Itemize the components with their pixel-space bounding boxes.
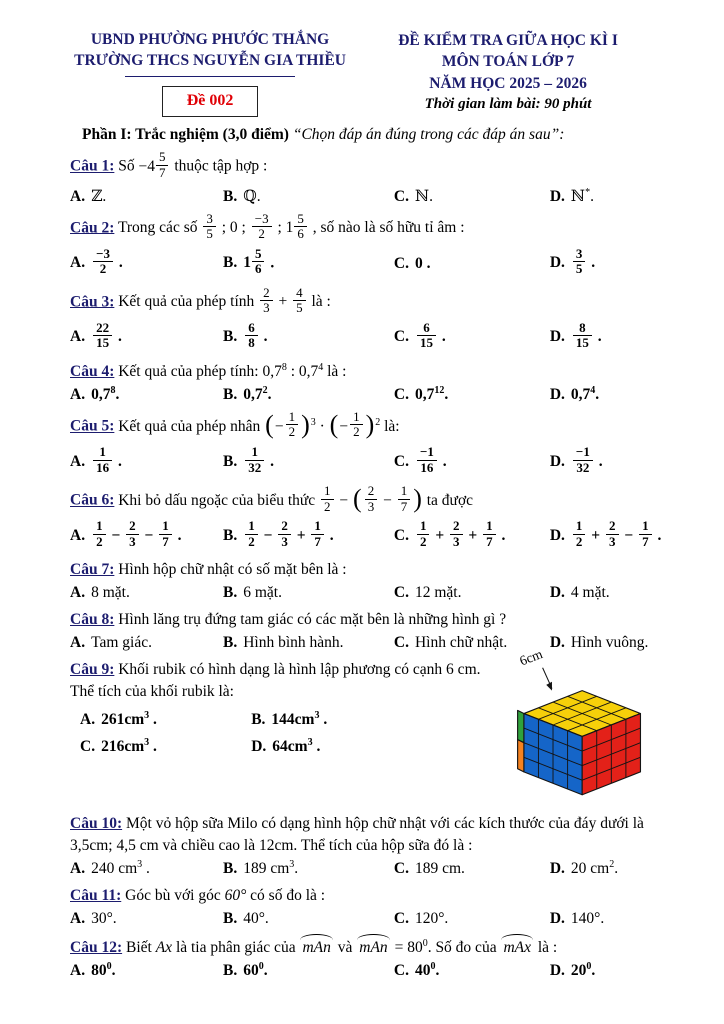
option-key: D. (549, 526, 565, 544)
question-label: Câu 9: (70, 661, 115, 679)
question-6-option-C (394, 520, 546, 552)
option-content: Hình bình hành. (243, 634, 344, 652)
option-content: Hình chữ nhật. (414, 634, 508, 652)
fraction: $\frac{1}{2}$ (245, 519, 258, 549)
option-key: A. (70, 187, 86, 205)
option-content: $\frac{6}{15}$ . (415, 328, 446, 345)
section-heading (70, 126, 666, 144)
fraction: $\frac{1}{7}$ (483, 519, 496, 549)
question-label: Câu 1: (70, 158, 115, 176)
question-stem: Câu 6: Khi bỏ dấu ngoặc của biểu thức $\frac{1}{2}$ − ( $\frac{2}{3}$ − $\frac{1}{7}$ ) ta được (70, 483, 474, 514)
question-9-option-D (251, 738, 468, 756)
option-content: 4 mặt. (570, 584, 610, 602)
question-stem: Câu 12: Biết Ax là tia phân giác của mAn và mAn = $80^0$. Số đo của mAx là : (70, 935, 666, 959)
option-content: $40^0$. (414, 961, 440, 980)
option-key: A. (70, 962, 86, 980)
option-content: $\frac{-3}{2}$ . (91, 254, 123, 271)
option-content: $64cm^3$ . (272, 737, 321, 756)
question-8 (70, 609, 666, 652)
question-1-option-A (70, 187, 219, 206)
angle-name: mAx (500, 935, 534, 959)
option-key: A. (70, 526, 86, 544)
section-instruction: “Chọn đáp án đúng trong các đáp án sau”: (292, 126, 565, 144)
fraction: $\frac{2}{3}$ (365, 484, 378, 514)
question-12-option-D (550, 962, 657, 980)
option-content: $261cm^3$ . (101, 710, 157, 729)
fraction: $\frac{6}{8}$ (245, 321, 258, 351)
school-name: TRƯỜNG THCS NGUYỄN GIA THIỀU (74, 51, 346, 69)
question-2 (70, 210, 666, 280)
question-11-option-A (70, 910, 219, 928)
fraction: $\frac{1}{7}$ (159, 519, 172, 549)
question-3-option-D (549, 319, 657, 354)
option-content: $\frac{-1}{16}$ . (415, 453, 447, 470)
fraction: $\frac{-1}{32}$ (573, 445, 593, 475)
angle-name: mAn (299, 935, 333, 959)
question-stem: Câu 11: Góc bù với góc 60° có số đo là : (70, 887, 326, 905)
option-content: $0,7^4$. (570, 384, 600, 403)
question-11-option-C (394, 910, 546, 928)
option-key: B. (223, 526, 238, 544)
fraction: $\frac{1}{16}$ (93, 445, 112, 475)
option-key: C. (393, 385, 409, 403)
option-key: D. (549, 962, 565, 980)
option-content: 120°. (414, 910, 449, 928)
option-key: C. (393, 187, 409, 205)
option-key: B. (223, 187, 238, 205)
question-10-option-B (223, 860, 390, 878)
option-key: C. (393, 962, 409, 980)
option-key: A. (70, 910, 86, 928)
fraction: $\frac{3}{5}$ (203, 212, 216, 242)
option-content: 140°. (570, 910, 605, 928)
question-12-option-B (223, 962, 390, 980)
option-key: D. (549, 452, 565, 470)
options-row (70, 860, 666, 878)
option-content: $\frac{1}{16}$ . (91, 453, 122, 470)
option-key: A. (80, 711, 96, 729)
question-9-option-B (251, 711, 468, 729)
question-9-option-C (80, 738, 247, 756)
options-row (70, 446, 666, 478)
question-label: Câu 8: (70, 611, 115, 629)
fraction: $\frac{2}{3}$ (606, 519, 619, 549)
question-stem: Câu 4: Kết quả của phép tính: $0,7^8$ : $0,7^4$ là : (70, 361, 347, 380)
fraction: $\frac{4}{5}$ (293, 286, 306, 316)
fraction: $\frac{1}{2}$ (93, 519, 106, 549)
figure-wrap (498, 649, 666, 806)
question-8-option-B (223, 634, 390, 652)
question-10-option-A (70, 860, 219, 878)
mixed-number: −4 $\frac{5}{7}$ (138, 158, 170, 175)
option-content: ℕ. (414, 187, 433, 205)
option-key: C. (80, 738, 96, 756)
question-10 (70, 813, 666, 878)
exam-code-box: Đề 002 (162, 86, 259, 118)
exam-title: ĐỀ KIỂM TRA GIỮA HỌC KÌ I (398, 32, 618, 49)
option-key: D. (549, 187, 565, 205)
question-11 (70, 885, 666, 928)
question-4-option-A (70, 386, 219, 404)
question-6-option-A (70, 520, 219, 552)
option-key: B. (223, 910, 238, 928)
fraction: $\frac{1}{2}$ (350, 410, 363, 440)
option-content: $0,7^{12}$. (414, 384, 449, 403)
fraction: $\frac{-1}{16}$ (417, 445, 437, 475)
option-key: B. (223, 634, 238, 652)
options-row (70, 187, 666, 206)
option-content: 30°. (91, 910, 117, 928)
option-key: B. (223, 328, 238, 346)
option-content: $\frac{22}{15}$ . (91, 328, 122, 345)
option-content: $\frac{6}{8}$ . (243, 328, 267, 345)
options-row (70, 910, 666, 928)
question-6-option-D (549, 518, 662, 552)
option-content: $\frac{-1}{32}$ . (571, 453, 603, 470)
option-content: 6 mặt. (243, 584, 282, 602)
option-content: $\frac{1}{2}$ − $\frac{2}{3}$ + $\frac{1}{7}$ . (243, 527, 333, 544)
option-content: 40°. (243, 910, 269, 928)
fraction: $\frac{5}{6}$ (252, 247, 265, 277)
exam-duration: Thời gian làm bài: 90 phút (424, 96, 592, 113)
options-row (70, 520, 666, 552)
question-5-option-A (70, 446, 219, 478)
option-content: $216cm^3$ . (101, 737, 157, 756)
option-key: B. (223, 254, 238, 272)
question-7-option-D (550, 584, 657, 602)
question-7-option-B (223, 584, 390, 602)
question-11-option-D (550, 910, 657, 928)
question-7-option-C (394, 584, 546, 602)
question-9-option-A (80, 711, 247, 729)
question-5-option-D (550, 446, 657, 478)
question-10-option-C (394, 860, 546, 878)
option-key: D. (549, 328, 565, 346)
questions-list (70, 151, 666, 980)
option-content: Hình vuông. (570, 634, 649, 652)
cube-edge-label: 6cm (517, 649, 545, 669)
question-5-option-C (394, 446, 546, 478)
fraction: $\frac{-3}{2}$ (252, 212, 272, 242)
question-5 (70, 408, 666, 478)
option-content: $80^0$. (91, 961, 116, 980)
fraction: $\frac{2}{3}$ (450, 519, 463, 549)
question-2-option-C (394, 255, 546, 273)
option-content: $\frac{3}{5}$ . (571, 254, 595, 271)
fraction: $\frac{1}{7}$ (398, 484, 411, 514)
fraction: $\frac{1}{7}$ (311, 519, 324, 549)
question-label: Câu 2: (70, 219, 115, 237)
open-paren-glyph: ( (353, 484, 362, 514)
option-content: 189 cm. (414, 860, 465, 878)
question-4-option-C (394, 386, 546, 404)
question-3-option-B (223, 319, 390, 354)
exam-year: NĂM HỌC 2025 – 2026 (429, 74, 587, 92)
question-label: Câu 3: (70, 293, 115, 311)
fraction: $\frac{8}{15}$ (573, 321, 592, 351)
option-key: C. (393, 910, 409, 928)
option-key: A. (70, 385, 86, 403)
question-2-option-D (549, 245, 657, 280)
question-3-option-C (393, 319, 546, 354)
fraction: $\frac{1}{2}$ (573, 519, 586, 549)
option-content: Tam giác. (91, 634, 152, 652)
option-content: 189 $cm^3$. (243, 859, 299, 878)
option-key: D. (549, 634, 565, 652)
option-content: 8 mặt. (91, 584, 130, 602)
option-content: $\frac{8}{15}$ . (571, 328, 602, 345)
question-label: Câu 5: (70, 417, 115, 435)
fraction: $\frac{1}{7}$ (639, 519, 652, 549)
option-key: B. (223, 452, 238, 470)
fraction: $\frac{1}{32}$ (245, 445, 264, 475)
option-key: D. (549, 860, 565, 878)
question-label: Câu 4: (70, 362, 115, 380)
fraction: $\frac{5}{7}$ (156, 150, 169, 180)
question-11-option-B (223, 910, 390, 928)
question-stem: Câu 3: Kết quả của phép tính $\frac{2}{3}$ + $\frac{4}{5}$ là : (70, 284, 331, 316)
option-key: D. (549, 910, 565, 928)
option-key: B. (223, 385, 238, 403)
header-left (70, 30, 350, 117)
option-content: $\frac{1}{32}$ . (243, 453, 274, 470)
option-content: $0,7^8$. (91, 384, 120, 403)
option-content: 12 mặt. (414, 584, 462, 602)
option-key: A. (70, 328, 86, 346)
question-stem: Câu 7: Hình hộp chữ nhật có số mặt bên là : (70, 561, 347, 579)
option-content: 20 $cm^2$. (570, 859, 619, 878)
options-row (70, 584, 666, 602)
org-name: UBND PHƯỜNG PHƯỚC THẮNG (90, 31, 330, 48)
option-content: 240 $cm^3$ . (91, 859, 150, 878)
options-row (70, 962, 666, 980)
question-7-option-A (70, 584, 219, 602)
question-stem: Câu 10: Một vỏ hộp sữa Milo có dạng hình hộp chữ nhật với các kích thước của đáy dưới là 3,5cm; 4,5 cm và chiều cao là 12cm. Thể tích của hộp sữa đó là : (70, 815, 644, 855)
question-9 (70, 649, 666, 806)
option-key: C. (393, 634, 409, 652)
question-stem: Câu 2: Trong các số $\frac{3}{5}$ ; 0 ; $\frac{-3}{2}$ ; 1 $\frac{5}{6}$ , số nào là số hữu tỉ âm : (70, 210, 465, 242)
option-content: $\frac{1}{2}$ − $\frac{2}{3}$ − $\frac{1}{7}$ . (91, 527, 181, 544)
fraction: $\frac{2}{3}$ (126, 519, 139, 549)
mixed-number: 1 $\frac{5}{6}$ (286, 219, 309, 236)
option-key: C. (393, 254, 409, 272)
question-stem: Câu 5: Kết quả của phép nhân (− $\frac{1}{2}$ )$^3$ · (− $\frac{1}{2}$ )$^2$ là: (70, 408, 400, 440)
option-key: A. (70, 584, 86, 602)
question-9-content (70, 659, 498, 756)
option-key: A. (70, 452, 86, 470)
fraction: $\frac{2}{3}$ (278, 519, 291, 549)
header-divider (125, 76, 295, 77)
option-key: D. (549, 584, 565, 602)
question-4 (70, 361, 666, 404)
option-content: 0 . (414, 254, 431, 272)
option-content: ℕ*. (570, 186, 594, 205)
option-key: A. (70, 254, 86, 272)
fraction: $\frac{2}{3}$ (260, 286, 273, 316)
option-key: C. (393, 584, 409, 602)
question-3-option-A (70, 319, 219, 354)
option-key: D. (251, 738, 267, 756)
close-paren-glyph: ) (413, 484, 422, 514)
question-1 (70, 151, 666, 205)
question-12-option-C (394, 962, 546, 980)
question-7 (70, 559, 666, 602)
options-row (70, 319, 666, 354)
question-8-option-A (70, 634, 219, 652)
question-label: Câu 10: (70, 815, 123, 833)
option-content: ℤ. (91, 187, 107, 205)
question-stem: Câu 1: Số −4 $\frac{5}{7}$ thuộc tập hợp : (70, 149, 268, 180)
question-2-option-B (223, 245, 390, 280)
section-title: Phần I: Trắc nghiệm (3,0 điểm) (82, 126, 289, 144)
option-content: $144cm^3$ . (271, 710, 328, 729)
option-key: B. (223, 584, 238, 602)
question-10-option-D (550, 860, 657, 878)
options-row (70, 711, 498, 756)
question-5-option-B (223, 446, 390, 478)
close-paren-glyph: ) (301, 409, 310, 439)
question-label: Câu 6: (70, 491, 115, 509)
question-4-option-D (550, 386, 657, 404)
open-paren-glyph: ( (265, 409, 274, 439)
fraction: $\frac{5}{6}$ (294, 212, 307, 242)
option-key: A. (70, 634, 86, 652)
question-6 (70, 485, 666, 552)
option-key: D. (549, 385, 565, 403)
option-content: $60^0$. (243, 961, 268, 980)
option-content: $\frac{1}{2}$ + $\frac{2}{3}$ − $\frac{1}{7}$ . (571, 527, 661, 544)
option-content: ℚ. (243, 187, 261, 205)
question-12 (70, 935, 666, 980)
question-label: Câu 12: (70, 939, 123, 957)
question-6-option-B (223, 520, 390, 552)
option-content: $0,7^2$. (243, 384, 272, 403)
header-right (350, 30, 666, 115)
fraction: $\frac{6}{15}$ (417, 321, 436, 351)
fraction: $\frac{1}{2}$ (321, 484, 334, 514)
question-1-option-B (223, 187, 390, 206)
question-1-option-D (550, 187, 657, 206)
close-paren-glyph: ) (365, 409, 375, 439)
question-3 (70, 284, 666, 354)
option-content: 1 $\frac{5}{6}$ . (243, 245, 275, 277)
fraction: $\frac{3}{5}$ (573, 247, 586, 277)
option-key: C. (393, 860, 409, 878)
question-4-option-B (223, 386, 390, 404)
option-content: $20^0$. (570, 961, 596, 980)
question-label: Câu 7: (70, 561, 115, 579)
option-key: C. (393, 526, 409, 544)
fraction: $\frac{-3}{2}$ (93, 247, 113, 277)
fraction: $\frac{1}{2}$ (417, 519, 430, 549)
option-key: A. (70, 860, 86, 878)
option-key: B. (223, 962, 238, 980)
option-key: B. (251, 711, 266, 729)
options-row (70, 245, 666, 280)
option-key: C. (393, 328, 409, 346)
question-stem: Câu 8: Hình lăng trụ đứng tam giác có các mặt bên là những hình gì ? (70, 611, 507, 629)
mixed-number: 1 $\frac{5}{6}$ (243, 254, 266, 271)
open-paren-glyph: ( (329, 409, 339, 439)
question-label: Câu 11: (70, 887, 122, 905)
option-key: D. (549, 254, 565, 272)
rubik-cube-figure (498, 649, 658, 801)
question-2-option-A (70, 245, 219, 280)
option-content: $\frac{1}{2}$ + $\frac{2}{3}$ + $\frac{1}{7}$ . (415, 527, 505, 544)
fraction: $\frac{22}{15}$ (93, 321, 112, 351)
option-key: C. (393, 452, 409, 470)
options-row (70, 386, 666, 404)
question-1-option-C (394, 187, 546, 206)
question-stem: Câu 9: Khối rubik có hình dạng là hình lập phương có cạnh 6 cm. Thể tích của khối rubik là: (70, 661, 481, 701)
angle-name: mAn (356, 935, 390, 959)
option-key: B. (223, 860, 238, 878)
question-12-option-A (70, 962, 219, 980)
document-header (70, 30, 666, 117)
exam-subject: MÔN TOÁN LỚP 7 (441, 53, 575, 71)
fraction: $\frac{1}{2}$ (286, 410, 299, 440)
